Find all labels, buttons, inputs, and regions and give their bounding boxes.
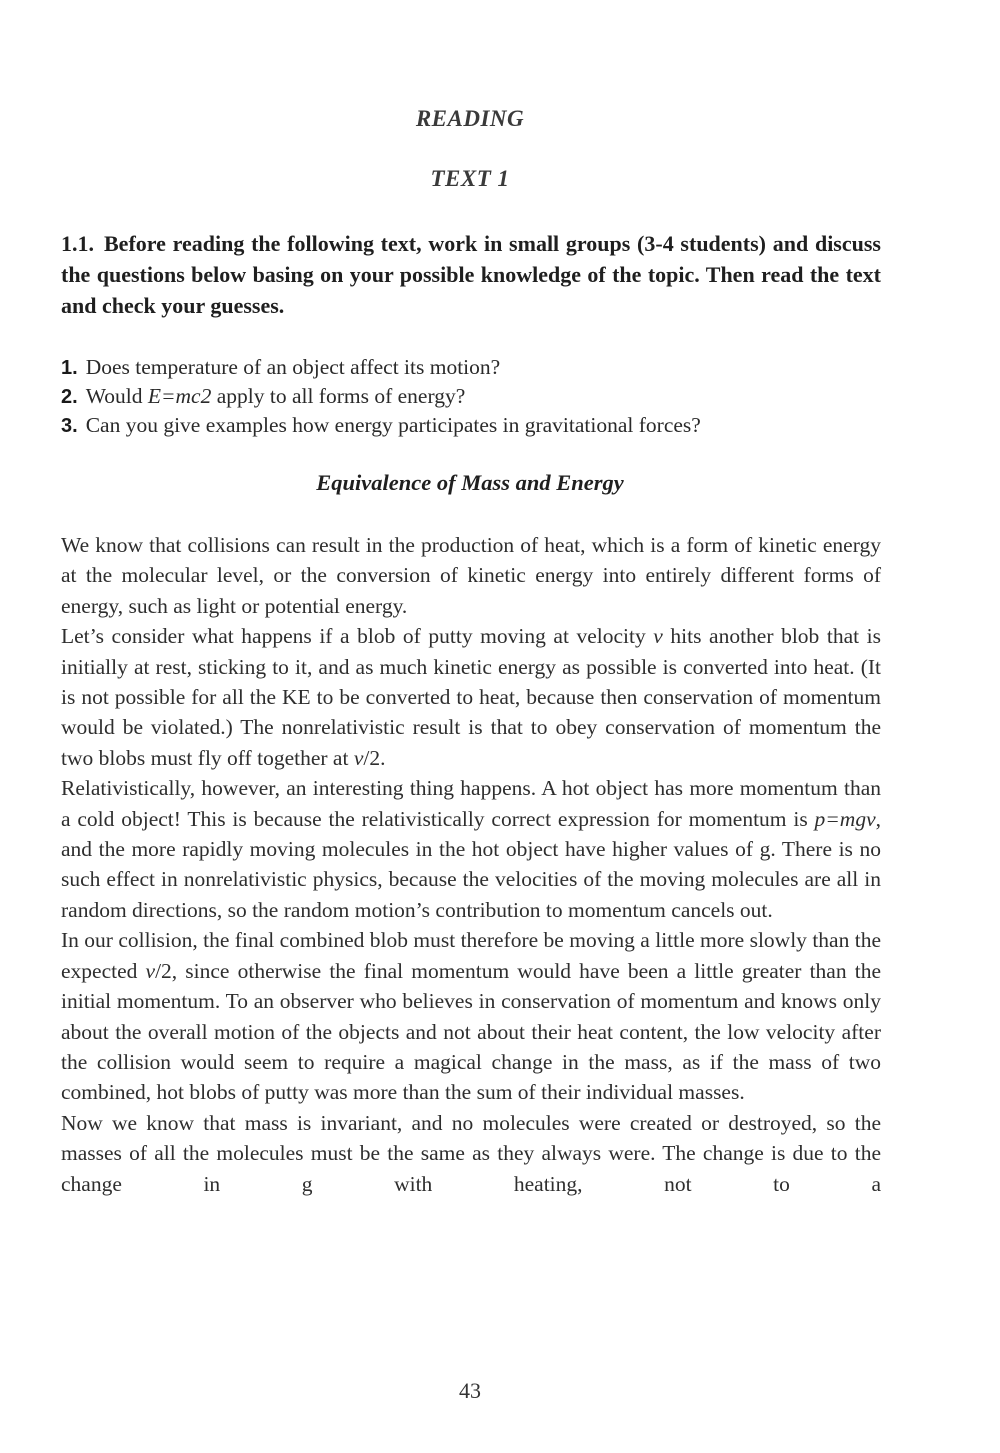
paragraph: Now we know that mass is invariant, and no molecules were created or destroyed, so the masses of all the molecules must be the same as they always were. The change is due to the change in g with heating, not to a [61,1110,881,1196]
paragraph [61,925,881,1107]
question-text: Does temperature of an object affect its motion? [85,355,501,379]
discussion-questions-list [61,353,881,440]
exercise-instruction [61,228,881,321]
article-title: Equivalence of Mass and Energy [316,470,624,495]
formula: p=mgv [814,806,876,831]
paragraph-text: hits another blob that is initially at rest, sticking to it, and as much kinetic energy as possible is converted into heat. (It is not possible for all the KE to be converted to heat, because then conservation of momentum would be violated.) The nonrelativistic result is that to obey conservation of momentum the two blobs must fly off together at [61,624,881,770]
exercise-number: 1.1. [61,231,94,256]
paragraph-text: In our collision, the final combined blob must therefore be moving a little more slowly than the expected [61,928,881,983]
question-text: Would [85,384,148,408]
paragraph-text: , and the more rapidly moving molecules in the hot object have higher values of g. There is no such effect in nonrelativistic physics, because the velocities of the moving molecules are all in random directions, so the random motion’s contribution to momentum cancels out. [61,806,881,922]
paragraph-text: /2. [363,745,386,770]
paragraph: We know that collisions can result in the production of heat, which is a form of kinetic energy at the molecular level, or the conversion of kinetic energy into entirely different forms of energy, such as light or potential energy. [61,533,881,618]
variable: v [653,624,663,649]
question-item [61,353,881,382]
paragraph-text: /2, since otherwise the final momentum would have been a little greater than the initial momentum. To an observer who believes in conservation of momentum and knows only about the overall motion of the objects and not about their heat content, the low velocity after the collision would seem to require a magical change in the mass, as if the mass of two combined, hot blobs of putty was more than the sum of their individual masses. [61,958,881,1105]
exercise-instruction-text: Before reading the following text, work in small groups (3-4 students) and discuss the questions below basing on your possible knowledge of the topic. Then read the text and check your guesses. [61,231,881,318]
question-number: 2. [61,386,78,408]
paragraph-text: Relativistically, however, an interesting thing happens. A hot object has more momentum than a cold object! This is because the relativistically correct expression for momentum is [61,776,881,831]
question-item [61,411,881,440]
page-number: 43 [459,1378,481,1403]
question-number: 1. [61,357,78,379]
paragraph [61,621,881,773]
text-label-heading: TEXT 1 [430,166,510,191]
variable: v [353,745,364,770]
section-heading-reading: READING [415,106,525,131]
question-number: 3. [61,415,78,437]
question-text: apply to all forms of energy? [211,384,466,408]
article-body [61,530,881,1199]
paragraph-text: Let’s consider what happens if a blob of putty moving at velocity [61,624,654,649]
formula: E=mc2 [147,384,212,408]
variable: v [145,958,156,983]
question-item [61,382,881,411]
paragraph [61,773,881,925]
question-text: Can you give examples how energy participates in gravitational forces? [85,413,701,437]
